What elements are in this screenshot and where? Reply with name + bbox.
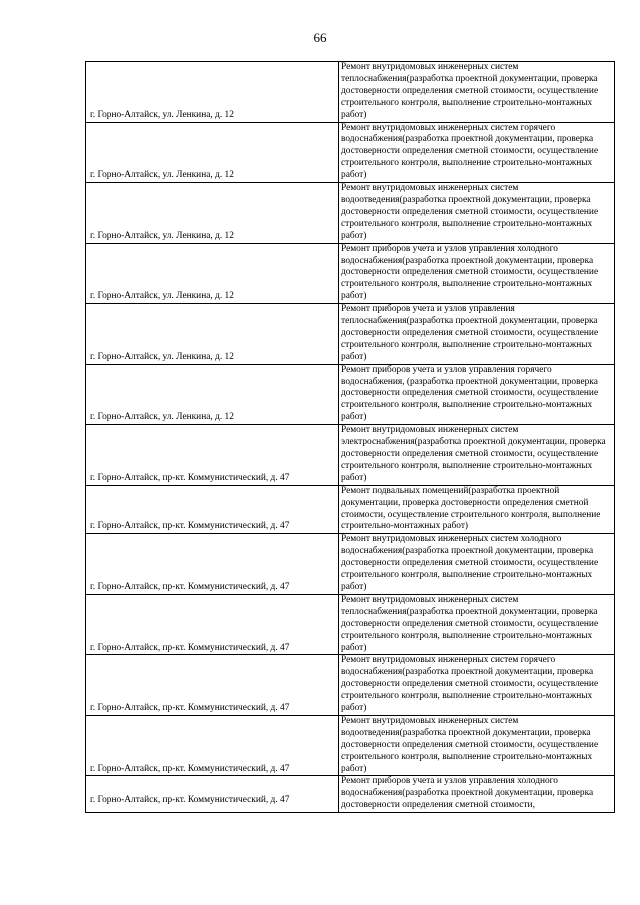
work-description-cell: Ремонт внутридомовых инженерных систем горячего водоснабжения(разработка проектной документации, проверка достоверности определения сметной стоимости, осуществление строительного контроля, выполнение строительно-монтажных работ) xyxy=(339,122,615,183)
table-row xyxy=(86,183,615,244)
work-description-cell: Ремонт приборов учета и узлов управления теплоснабжения(разработка проектной документации, проверка достоверности определения сметной стоимости, осуществление строительного контроля, выполнение строительно-монтажных работ) xyxy=(339,304,615,365)
table-row xyxy=(86,534,615,595)
work-description-cell: Ремонт внутридомовых инженерных систем теплоснабжения(разработка проектной документации, проверка достоверности определения сметной стоимости, осуществление строительного контроля, выполнение строительно-монтажных работ) xyxy=(339,62,615,123)
address-cell: г. Горно-Алтайск, пр-кт. Коммунистический, д. 47 xyxy=(86,534,339,595)
page-number: 66 xyxy=(313,30,327,45)
work-description-cell: Ремонт приборов учета и узлов управления холодного водоснабжения(разработка проектной документации, проверка достоверности определения сметной стоимости, xyxy=(339,776,615,813)
address-cell: г. Горно-Алтайск, пр-кт. Коммунистический, д. 47 xyxy=(86,776,339,813)
work-description-cell: Ремонт внутридомовых инженерных систем электроснабжения(разработка проектной документации, проверка достоверности определения сметной стоимости, осуществление строительного контроля, выполнение строительно-монтажных работ) xyxy=(339,425,615,486)
address-cell: г. Горно-Алтайск, пр-кт. Коммунистический, д. 47 xyxy=(86,485,339,534)
address-cell: г. Горно-Алтайск, ул. Ленкина, д. 12 xyxy=(86,183,339,244)
table-row xyxy=(86,122,615,183)
address-cell: г. Горно-Алтайск, пр-кт. Коммунистический, д. 47 xyxy=(86,594,339,655)
table-row xyxy=(86,62,615,123)
works-table xyxy=(85,61,615,813)
table-row xyxy=(86,655,615,716)
work-description-cell: Ремонт приборов учета и узлов управления холодного водоснабжения(разработка проектной документации, проверка достоверности определения сметной стоимости, осуществление строительного контроля, выполнение строительно-монтажных работ) xyxy=(339,243,615,304)
table-row xyxy=(86,243,615,304)
table-row xyxy=(86,594,615,655)
address-cell: г. Горно-Алтайск, пр-кт. Коммунистический, д. 47 xyxy=(86,425,339,486)
address-cell: г. Горно-Алтайск, ул. Ленкина, д. 12 xyxy=(86,304,339,365)
table-row xyxy=(86,715,615,776)
work-description-cell: Ремонт приборов учета и узлов управления горячего водоснабжения, (разработка проектной документации, проверка достоверности определения сметной стоимости, осуществление строительного контроля, выполнение строительно-монтажных работ) xyxy=(339,364,615,425)
address-cell: г. Горно-Алтайск, пр-кт. Коммунистический, д. 47 xyxy=(86,715,339,776)
work-description-cell: Ремонт внутридомовых инженерных систем водоотведения(разработка проектной документации, проверка достоверности определения сметной стоимости, осуществление строительного контроля, выполнение строительно-монтажных работ) xyxy=(339,715,615,776)
address-cell: г. Горно-Алтайск, ул. Ленкина, д. 12 xyxy=(86,122,339,183)
address-cell: г. Горно-Алтайск, ул. Ленкина, д. 12 xyxy=(86,364,339,425)
table-row xyxy=(86,776,615,813)
work-description-cell: Ремонт внутридомовых инженерных систем теплоснабжения(разработка проектной документации, проверка достоверности определения сметной стоимости, осуществление строительного контроля, выполнение строительно-монтажных работ) xyxy=(339,594,615,655)
table-row xyxy=(86,425,615,486)
table-row xyxy=(86,304,615,365)
work-description-cell: Ремонт внутридомовых инженерных систем холодного водоснабжения(разработка проектной документации, проверка достоверности определения сметной стоимости, осуществление строительного контроля, выполнение строительно-монтажных работ) xyxy=(339,534,615,595)
work-description-cell: Ремонт подвальных помещений(разработка проектной документации, проверка достоверности определения сметной стоимости, осуществление строительного контроля, выполнение строительно-монтажных работ) xyxy=(339,485,615,534)
address-cell: г. Горно-Алтайск, ул. Ленкина, д. 12 xyxy=(86,62,339,123)
address-cell: г. Горно-Алтайск, пр-кт. Коммунистический, д. 47 xyxy=(86,655,339,716)
work-description-cell: Ремонт внутридомовых инженерных систем горячего водоснабжения(разработка проектной документации, проверка достоверности определения сметной стоимости, осуществление строительного контроля, выполнение строительно-монтажных работ) xyxy=(339,655,615,716)
address-cell: г. Горно-Алтайск, ул. Ленкина, д. 12 xyxy=(86,243,339,304)
table-row xyxy=(86,485,615,534)
table-row xyxy=(86,364,615,425)
work-description-cell: Ремонт внутридомовых инженерных систем водоотведения(разработка проектной документации, проверка достоверности определения сметной стоимости, осуществление строительного контроля, выполнение строительно-монтажных работ) xyxy=(339,183,615,244)
